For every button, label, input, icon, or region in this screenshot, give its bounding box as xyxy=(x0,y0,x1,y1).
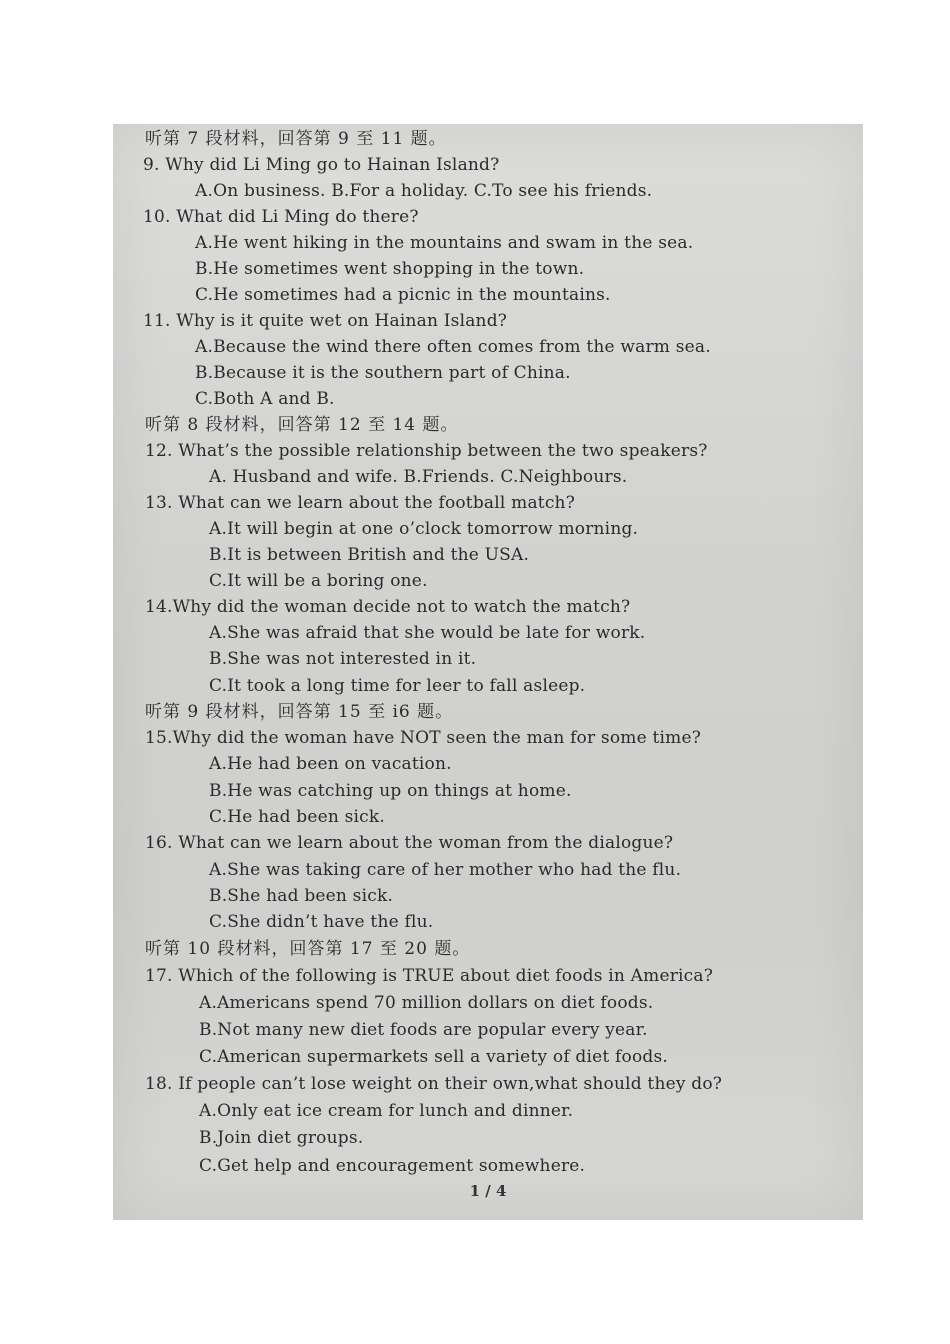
section-heading: 听第 8 段材料，回答第 12 至 14 题。 xyxy=(145,415,459,435)
option-b: B.Join diet groups. xyxy=(199,1128,364,1148)
question-9: 9. Why did Li Ming go to Hainan Island? xyxy=(143,155,500,175)
option-c: C.Both A and B. xyxy=(195,389,335,409)
option-b: B.She was not interested in it. xyxy=(209,649,477,669)
option-a: A.Americans spend 70 million dollars on diet foods. xyxy=(199,993,654,1013)
question-10: 10. What did Li Ming do there? xyxy=(143,207,419,227)
option-c: C.She didn’t have the flu. xyxy=(209,912,434,932)
option-a: A.He went hiking in the mountains and swam in the sea. xyxy=(195,233,694,253)
option-a: A.Only eat ice cream for lunch and dinner. xyxy=(199,1101,574,1121)
question-16: 16. What can we learn about the woman from the dialogue? xyxy=(145,833,674,853)
option-a: A.She was taking care of her mother who had the flu. xyxy=(209,860,682,880)
option-a: A.She was afraid that she would be late for work. xyxy=(209,623,646,643)
option-b: B.It is between British and the USA. xyxy=(209,545,530,565)
section-heading: 听第 9 段材料，回答第 15 至 i6 题。 xyxy=(145,702,454,722)
option-a: A.It will begin at one o’clock tomorrow morning. xyxy=(209,519,639,539)
option-c: C.He sometimes had a picnic in the mountains. xyxy=(195,285,611,305)
question-18: 18. If people can’t lose weight on their own,what should they do? xyxy=(145,1074,723,1094)
question-11: 11. Why is it quite wet on Hainan Island? xyxy=(143,311,508,331)
option-b: B.He was catching up on things at home. xyxy=(209,781,572,801)
option-b: B.Because it is the southern part of China. xyxy=(195,363,571,383)
question-12: 12. What’s the possible relationship between the two speakers? xyxy=(145,441,708,461)
section-heading: 听第 7 段材料，回答第 9 至 11 题。 xyxy=(145,129,447,149)
section-heading: 听第 10 段材料，回答第 17 至 20 题。 xyxy=(145,939,471,959)
question-14: 14.Why did the woman decide not to watch the match? xyxy=(145,597,631,617)
page-number: 1 / 4 xyxy=(469,1182,507,1200)
question-13: 13. What can we learn about the football match? xyxy=(145,493,576,513)
option-c: C.Get help and encouragement somewhere. xyxy=(199,1156,586,1176)
option-a: A.He had been on vacation. xyxy=(209,754,452,774)
option-b: B.She had been sick. xyxy=(209,886,394,906)
question-15: 15.Why did the woman have NOT seen the man for some time? xyxy=(145,728,702,748)
option-c: C.It will be a boring one. xyxy=(209,571,428,591)
option-c: C.American supermarkets sell a variety of diet foods. xyxy=(199,1047,669,1067)
question-17: 17. Which of the following is TRUE about diet foods in America? xyxy=(145,966,714,986)
option-a: A.Because the wind there often comes from the warm sea. xyxy=(195,337,711,357)
option-c: C.He had been sick. xyxy=(209,807,386,827)
question-9-options: A.On business. B.For a holiday. C.To see his friends. xyxy=(195,181,653,201)
question-12-options: A. Husband and wife. B.Friends. C.Neighbours. xyxy=(209,467,628,487)
option-b: B.Not many new diet foods are popular every year. xyxy=(199,1020,648,1040)
option-b: B.He sometimes went shopping in the town. xyxy=(195,259,585,279)
scanned-page xyxy=(113,124,863,1220)
option-c: C.It took a long time for leer to fall asleep. xyxy=(209,676,586,696)
